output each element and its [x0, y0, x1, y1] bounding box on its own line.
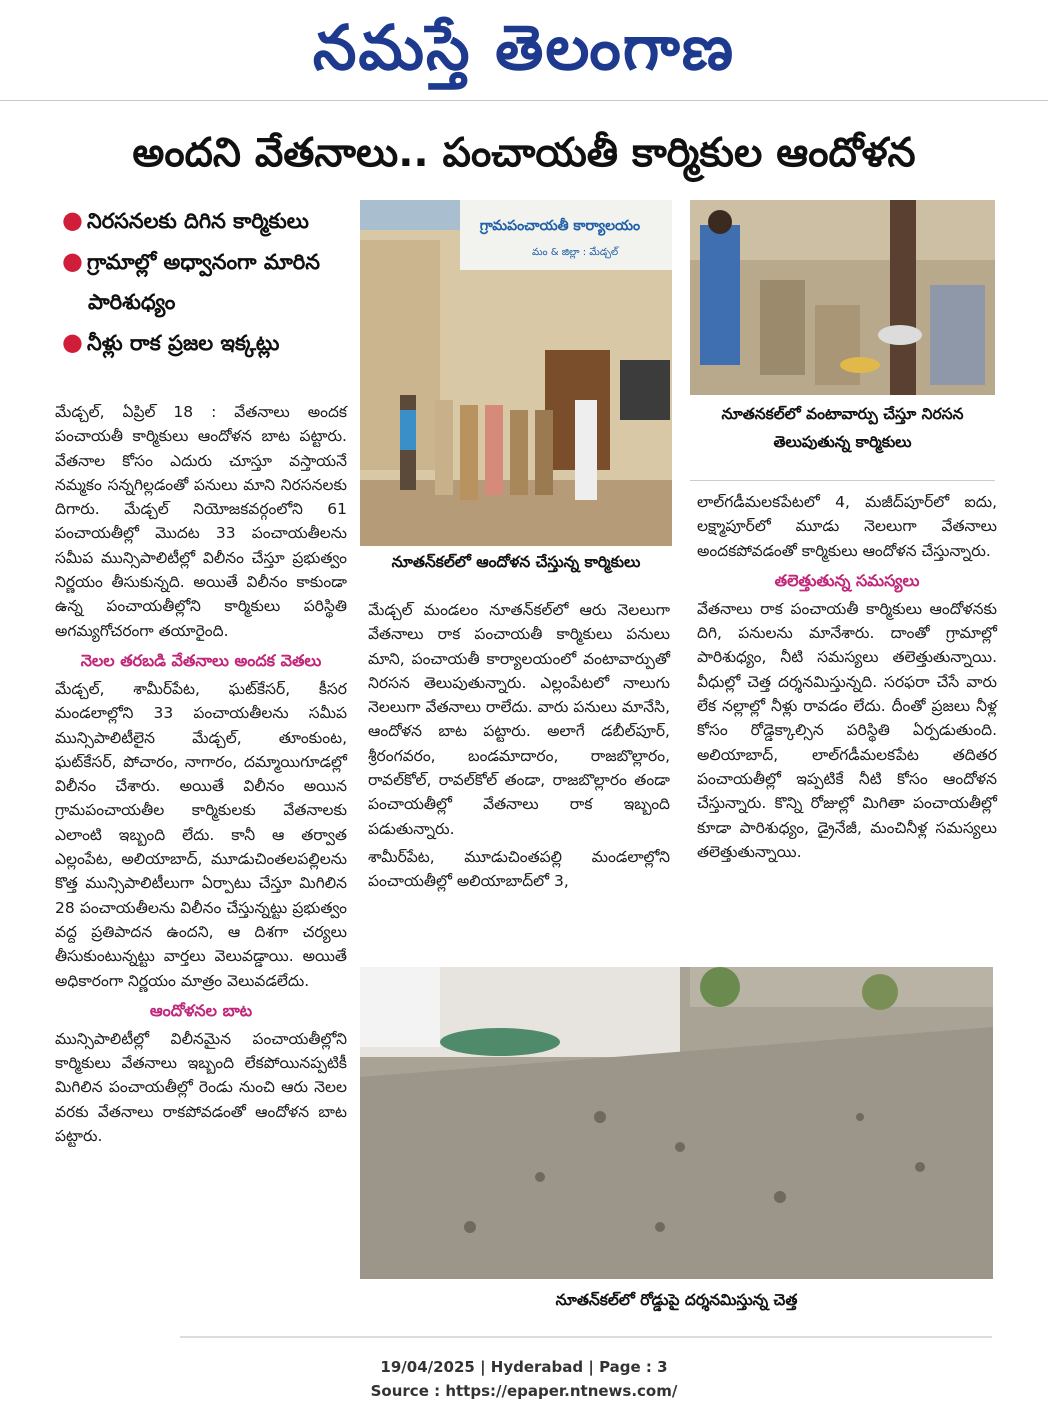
body-paragraph: మున్సిపాలిటీల్లో విలీనమైన పంచాయతీల్లోని కార్మికులు వేతనాలు ఇబ్బంది లేకపోయినప్పటికీ మిగిలిన పంచాయతీల్లో రెండు నుంచి ఆరు నెలల వరకు వేతనాలు రాకపోవడంతో ఆందోళన బాట పట్టారు.: [55, 1029, 347, 1146]
photo-protest: [360, 200, 672, 546]
body-paragraph: మేడ్చల్‌, ఏప్రిల్‌ 18 : వేతనాలు అందక పంచాయతీ కార్మికులు ఆందోళన బాట పట్టారు. వేతనాల కోసం ఎదురు చూస్తూ వస్తాయనే నమ్మకం సన్నగిల్లడంతో పనులు మాని నిరసనలకు దిగారు. మేడ్చల్‌ నియోజకవర్గంలోని 61 పంచాయతీల్లో మొదట 33 పంచాయతీలను సమీప మున్సిపాలిటీల్లో విలీనం చేస్తూ ప్రభుత్వం నిర్ణయం తీసుకున్నది. అయితే విలీనం కాకుండా ఉన్న పంచాయతీల్లోని కార్మికులు పరిస్థితి అగమ్యగోచరంగా తయారైంది.: [55, 403, 347, 640]
article-column-2: [368, 598, 670, 894]
bullet-dot-icon: ●: [62, 206, 83, 234]
article-column-3: [697, 490, 997, 864]
highlight-item: ● నీళ్లు రాక ప్రజల ఇక్కట్లు: [62, 328, 280, 356]
photo-road-caption: నూతన్‌కల్‌లో రోడ్డుపై దర్శనమిస్తున్న చెత్త: [555, 1291, 798, 1309]
body-paragraph: మేడ్చల్‌, శామీర్‌పేట, ఘట్‌కేసర్‌, కీసర మండలాల్లోని 33 పంచాయతీలను సమీప మున్సిపాలిటీలైన మేడ్చల్‌, తూంకుంట, ఘట్‌కేసర్‌, పోచారం, నాగారం, దమ్మాయిగూడల్లో విలీనం చేశారు. అయితే విలీనం అయిన గ్రామపంచాయతీల కార్మికులకు వేతనాలకు ఎలాంటి ఇబ్బంది లేదు. కానీ ఆ తర్వాత ఎల్లంపేట, అలియాబాద్‌, మూడుచింతలపల్లిలను కొత్త మున్సిపాలిటీలుగా ఏర్పాటు చేస్తూ మిగిలిన 28 పంచాయతీలను విలీనం చేస్తున్నట్టు ప్రభుత్వం వద్ద ప్రతిపాదన ఉందని, ఆ దిశగా చర్యలు తీసుకుంటున్నట్టు వార్తలు వెలువడ్డాయి. అయితే అధికారంగా నిర్ణయం మాత్రం వెలువడలేదు.: [55, 679, 347, 990]
section-subhead: ఆందోళనల బాట: [149, 1000, 253, 1020]
article-column-1: [55, 400, 347, 1148]
sign-subtext: మం & జిల్లా : మేడ్చల్‌: [531, 247, 619, 258]
article-headline: అందని వేతనాలు.. పంచాయతీ కార్మికుల ఆందోళన: [132, 130, 916, 176]
masthead-divider: [0, 100, 1048, 101]
bullet-dot-icon: ●: [62, 247, 83, 275]
footer-date-line: 19/04/2025 | Hyderabad | Page : 3: [380, 1358, 668, 1376]
photo-cooking-image: [690, 200, 995, 395]
masthead-logo: నమస్తే తెలంగాణ: [312, 11, 736, 84]
footer-divider: [180, 1336, 992, 1338]
photo-cooking-caption: నూతనకల్‌లో వంటావార్పు చేస్తూ నిరసన తెలుపుతున్న కార్మికులు: [721, 405, 964, 451]
highlight-item: ● గ్రామాల్లో అధ్వానంగా మారిన పారిశుధ్యం: [62, 247, 320, 314]
photo-garbage-road: [360, 967, 993, 1279]
body-paragraph: శామీర్‌పేట, మూడుచింతపల్లి మండలాల్లోని పంచాయతీల్లో అలియాబాద్‌లో 3,: [368, 847, 670, 891]
body-paragraph: మేడ్చల్‌ మండలం నూతన్‌కల్‌లో ఆరు నెలలుగా వేతనాలు రాక పంచాయతీ కార్మికులు పనులు మాని, పంచాయతీ కార్యాలయంలో వంటావార్పుతో నిరసన తెలుపుతున్నారు. ఎల్లంపేటలో నాలుగు నెలలుగా వేతనాలు రాలేదు. వారు పనులు మానేసి, ఆందోళన బాట పట్టారు. అలాగే డబీల్‌పూర్‌, శ్రీరంగవరం, బండమాదారం, రాజబొల్లారం, రావల్‌కోల్‌, రావల్‌కోల్‌ తండా, రాజబొల్లారం తండా పంచాయతీల్లో వేతనాలు రాక ఇబ్బంది పడుతున్నారు.: [368, 601, 670, 838]
section-subhead: తలెత్తుతున్న సమస్యలు: [774, 570, 920, 590]
body-paragraph: వేతనాలు రాక పంచాయతీ కార్మికులు ఆందోళనకు దిగి, పనులను మానేశారు. దాంతో గ్రామాల్లో పారిశుధ్యం, నీటి సమస్యలు తలెత్తుతున్నాయి. వీధుల్లో చెత్త దర్శనమిస్తున్నది. సరఫరా చేసే వారు లేక నల్లాల్లో నీళ్లు రావడం లేదు. దీంతో ప్రజలు నీళ్ల కోసం రోడ్డెక్కాల్సిన పరిస్థితి ఏర్పడుతుంది. అలియాబాద్‌, లాల్‌గడీమలకపేట తదితర పంచాయతీల్లో ఇప్పటికే నీటి కోసం ఆందోళన చేస్తున్నారు. కొన్ని రోజుల్లో మిగితా పంచాయతీల్లో కూడా పారిశుధ్యం, డ్రైనేజీ, మంచినీళ్ల సమస్యలు తలెత్తుతున్నాయి.: [697, 599, 997, 861]
highlights-list: [48, 200, 348, 363]
photo-protest-image: [360, 200, 672, 546]
sign-text: గ్రామపంచాయతీ కార్యాలయం: [479, 218, 641, 234]
photo-protest-caption: నూతన్‌కల్‌లో ఆందోళన చేస్తున్న కార్మికులు: [391, 553, 641, 571]
highlight-item: ● నిరసనలకు దిగిన కార్మికులు: [62, 206, 309, 234]
footer-source-line: Source : https://epaper.ntnews.com/: [370, 1382, 678, 1400]
body-paragraph: లాల్‌గడీమలకపేటలో 4, మజీద్‌పూర్‌లో ఐదు, లక్ష్మాపూర్‌లో మూడు నెలలుగా వేతనాలు అందకపోవడంతో కార్మికులు ఆందోళన చేస్తున్నారు.: [697, 493, 997, 560]
section-subhead: నెలల తరబడి వేతనాలు అందక వెతలు: [80, 650, 322, 670]
column-divider: [690, 480, 995, 481]
photo-cooking-protest: [690, 200, 995, 395]
bullet-dot-icon: ●: [62, 328, 83, 356]
photo-road-image: [360, 967, 993, 1279]
